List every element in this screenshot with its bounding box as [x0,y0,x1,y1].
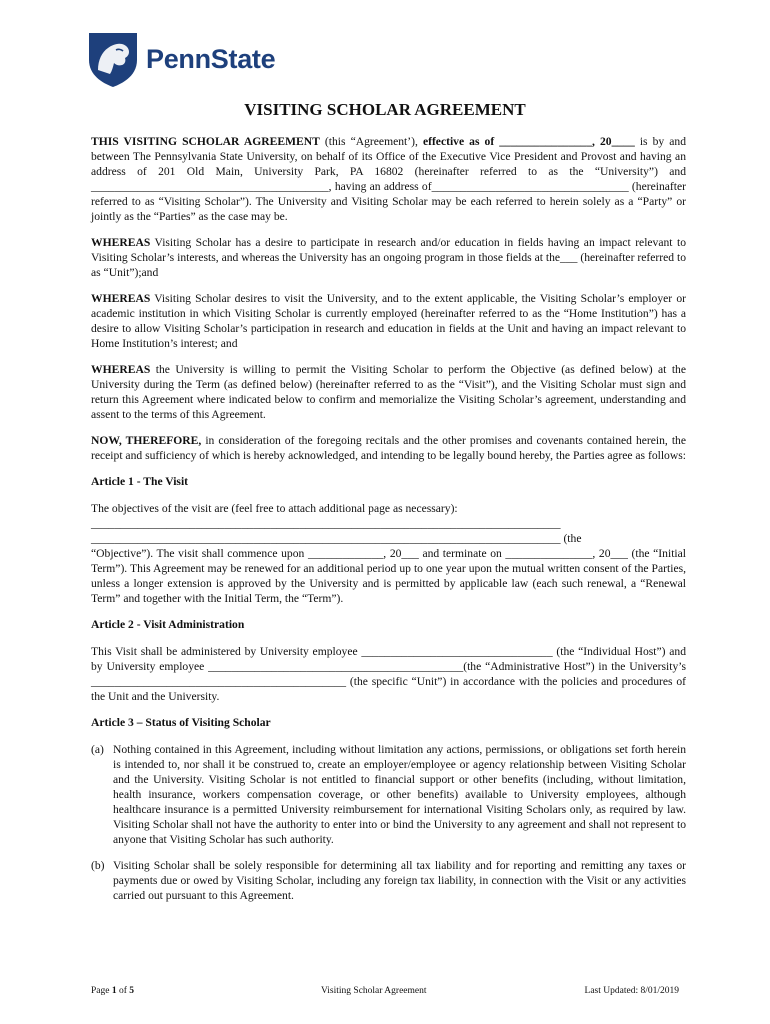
objective-blank-line-2: _________________________________________________________________________________ (the [91,532,582,545]
whereas-text: Visiting Scholar has a desire to participate in research and/or education in fields having an impact relevant to Visiting Scholar’s interests, and whereas the University has an ongoing program in those fields at the___ (hereinafter referred to as “Unit”);and [91,236,686,279]
document-body [91,134,686,914]
list-item [91,858,686,903]
page-total: 5 [129,986,135,996]
now-therefore-text: in consideration of the foregoing recitals and the other promises and covenants contained herein, the receipt and sufficiency of which is hereby acknowledged, and intending to be legally bound hereby, the Parties agree as follows: [91,434,686,462]
article-1-paragraph [91,501,686,546]
objective-blank-line-1: _________________________________________________________________________________ [91,517,561,530]
article-1-intro: The objectives of the visit are (feel free to attach additional page as necessary): [91,502,458,515]
list-item [91,742,686,847]
page-current: 1 [111,986,117,996]
page-number [91,986,134,996]
list-item-text: Nothing contained in this Agreement, including without limitation any actions, permissions, or obligations set forth herein is intended to, nor shall it be construed to, create an employer/employee or agency relationship between Visiting Scholar and the University. Visiting Scholar is not entitled to financial support or other benefits (including, without limitation, health insurance, workers compensation coverage, or other benefits) available to University employees, although healthcare insurance is a permitted University reimbursement for international Visiting Scholars only, as required by law. Visiting Scholar shall not have the authority to enter into or bind the University to any agreement and shall not represent to anyone that Visiting Scholar has such authority. [113,743,686,846]
logo-wordmark: PennState [146,43,276,74]
footer-document-name: Visiting Scholar Agreement [321,986,427,996]
page-of: of [116,986,130,996]
whereas-paragraph-3 [91,362,686,422]
list-item-label: (b) [91,859,105,872]
whereas-paragraph-1 [91,235,686,280]
list-item-text: Visiting Scholar shall be solely responsible for determining all tax liability and for reporting and remitting any taxes or payments due or owed by Visiting Scholar, including any foreign tax liability, in connection with the Visit or any activities carried out pursuant to this Agreement. [113,859,686,902]
article-1-term-paragraph: “Objective”). The visit shall commence upon _____________, 20___ and terminate on _______________, 20___ (the “Initial Term”). This Agreement may be renewed for an additional period up to one year upon the mutual written consent of the Parties, unless a longer extension is approved by the University and is permitted by applicable law (each such renewal, a “Renewal Term” and together with the Initial Term, the “Term”). [91,547,686,605]
whereas-paragraph-2 [91,291,686,351]
document-title: VISITING SCHOLAR AGREEMENT [244,100,526,119]
article-1-heading: Article 1 - The Visit [91,475,189,488]
pennstate-logo [86,30,275,88]
article-3-heading: Article 3 – Status of Visiting Scholar [91,716,271,729]
page-prefix: Page [91,986,112,996]
intro-text-2: is by and between The Pennsylvania State University, on behalf of its Office of the Executive Vice President and Provost and having an address of 201 Old Main, University Park, PA 16802 (hereinafter referred to as the “University”) and _________________________________________, having an address of__________________________________ (hereinafter referred to as “Visiting Scholar”). The University and Visiting Scholar may be each referred to herein solely as a “Party” or jointly as the “Parties” as the case may be. [91,135,687,223]
now-therefore-paragraph [91,433,686,463]
intro-paragraph [91,134,686,224]
intro-lead: THIS VISITING SCHOLAR AGREEMENT [91,135,320,148]
nittany-lion-shield-icon [86,30,140,88]
intro-effective: effective as of ________________, 20____ [422,135,635,148]
article-2-paragraph: This Visit shall be administered by University employee _________________________________ (the “Individual Host”) and by University employee ____________________________________________(the “Administrative Host”) in the University’s ____________________________________________ (the specific “Unit”) in accordance with the policies and procedures of the Unit and the University. [91,645,686,703]
article-2-heading: Article 2 - Visit Administration [91,618,245,631]
footer-last-updated: Last Updated: 8/01/2019 [584,986,679,996]
whereas-text: Visiting Scholar desires to visit the University, and to the extent applicable, the Visiting Scholar’s employer or academic institution in which Visiting Scholar is currently employed (hereinafter referred to as the “Home Institution”) has a desire to allow Visiting Scholar’s participation in research and education in fields at the Unit and having an impact relevant to Home Institution’s interest; and [91,292,686,350]
page-footer [91,986,679,996]
whereas-text: the University is willing to permit the Visiting Scholar to perform the Objective (as defined below) at the University during the Term (as defined below) (hereinafter referred to as the “Visit”), and the Visiting Scholar must sign and return this Agreement where indicated below to confirm and memorialize the Visiting Scholar’s agreement, understanding and assent to the terms of this Agreement. [91,363,686,421]
list-item-label: (a) [91,743,104,756]
whereas-label: WHEREAS [91,292,151,305]
intro-text-1: (this “Agreement’), [319,135,423,148]
now-therefore-label: NOW, THEREFORE, [91,434,202,447]
whereas-label: WHEREAS [91,363,151,376]
whereas-label: WHEREAS [91,236,151,249]
